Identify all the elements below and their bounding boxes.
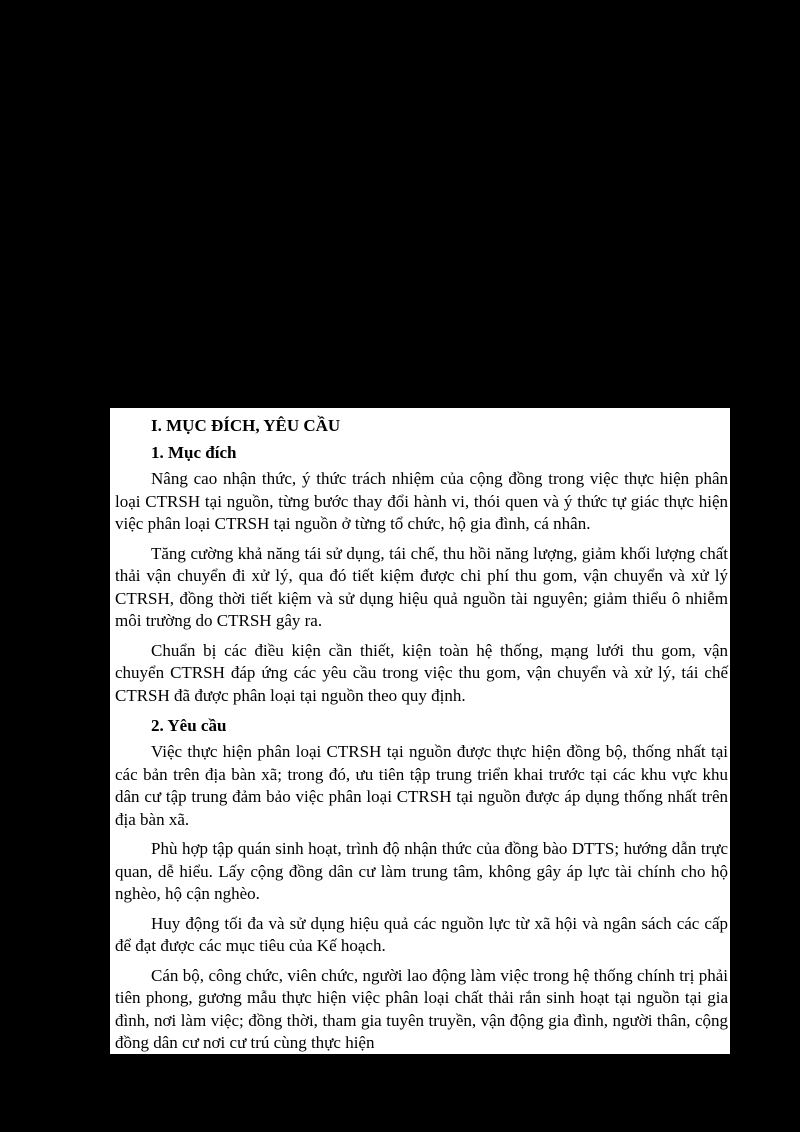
purpose-paragraph: Tăng cường khả năng tái sử dụng, tái chế, thu hồi năng lượng, giảm khối lượng chất thải vận chuyển đi xử lý, qua đó tiết kiệm được chi phí thu gom, vận chuyển và xử lý CTRSH, đồng thời tiết kiệm và sử dụng hiệu quả nguồn tài nguyên; giảm thiểu ô nhiễm môi trường do CTRSH gây ra. bbox=[115, 543, 728, 630]
requirement-paragraph: Việc thực hiện phân loại CTRSH tại nguồn được thực hiện đồng bộ, thống nhất tại các bản trên địa bàn xã; trong đó, ưu tiên tập trung triển khai trước tại các khu vực khu dân cư tập trung đảm bảo việc phân loại CTRSH tại nguồn được áp dụng thống nhất trên địa bàn xã. bbox=[115, 742, 728, 829]
purpose-paragraph: Chuẩn bị các điều kiện cần thiết, kiện toàn hệ thống, mạng lưới thu gom, vận chuyển CTRSH đáp ứng các yêu cầu trong việc thu gom, vận chuyển và xử lý, tái chế CTRSH đã được phân loại tại nguồn theo quy định. bbox=[115, 640, 728, 705]
requirement-paragraph: Cán bộ, công chức, viên chức, người lao động làm việc trong hệ thống chính trị phải tiên phong, gương mẫu thực hiện việc phân loại chất thải rắn sinh hoạt tại nguồn tại gia đình, nơi làm việc; đồng thời, tham gia tuyên truyền, vận động gia đình, người thân, cộng đồng dân cư nơi cư trú cùng thực hiện bbox=[115, 965, 728, 1052]
section-heading: I. MỤC ĐÍCH, YÊU CẦU bbox=[151, 416, 341, 435]
subsection-heading-requirements: 2. Yêu cầu bbox=[151, 716, 227, 735]
subsection-heading-purpose: 1. Mục đích bbox=[151, 443, 237, 462]
document-page bbox=[110, 408, 730, 1054]
requirement-paragraph: Huy động tối đa và sử dụng hiệu quả các nguồn lực từ xã hội và ngân sách các cấp để đạt được các mục tiêu của Kế hoạch. bbox=[115, 913, 728, 955]
requirement-paragraph: Phù hợp tập quán sinh hoạt, trình độ nhận thức của đồng bào DTTS; hướng dẫn trực quan, dễ hiểu. Lấy cộng đồng dân cư làm trung tâm, không gây áp lực tài chính cho hộ nghèo, hộ cận nghèo. bbox=[115, 839, 728, 903]
purpose-paragraph: Nâng cao nhận thức, ý thức trách nhiệm của cộng đồng trong việc thực hiện phân loại CTRSH tại nguồn, từng bước thay đổi hành vi, thói quen và ý thức tự giác thực hiện việc phân loại CTRSH tại nguồn ở từng tổ chức, hộ gia đình, cá nhân. bbox=[115, 469, 728, 533]
